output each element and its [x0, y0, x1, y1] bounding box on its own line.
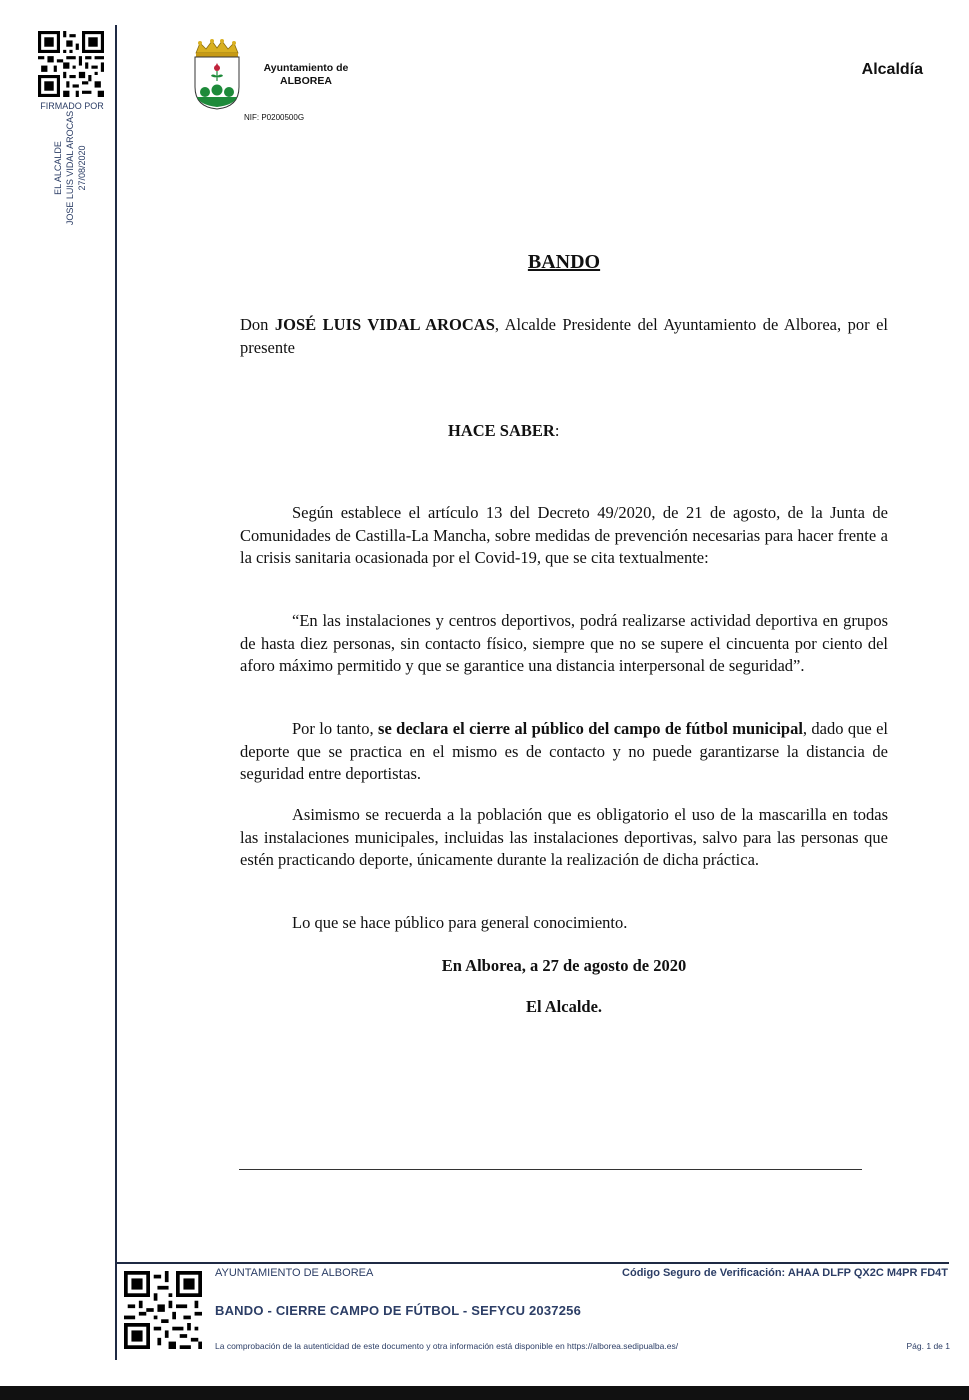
announce-colon: : — [554, 421, 560, 440]
signature-line — [239, 1169, 862, 1170]
paragraph-quote: “En las instalaciones y centros deportivos, podrá realizarse actividad deportiva en grupos de hasta diez personas, sin contacto físico, siempre que no se supere el cincuenta por ciento del aforo máximo permitido y que se garantice una distancia interpersonal de seguridad”. — [240, 611, 888, 675]
document-title: BANDO — [527, 251, 601, 273]
organization-name — [256, 62, 356, 88]
page-number: Pág. 1 de 1 — [906, 1341, 950, 1351]
signer-name: JOSE LUIS VIDAL AROCAS — [65, 110, 75, 226]
closure-bold: se declara el cierre al público del campo de fútbol municipal — [378, 719, 803, 738]
closure-prefix: Por lo tanto, — [292, 719, 379, 738]
organization-name-line2: ALBOREA — [280, 75, 332, 87]
paragraph-mask: Asimismo se recuerda a la población que es obligatorio el uso de la mascarilla en todas las instalaciones municipales, incluidas las instalaciones deportivas, salvo para las personas que estén practicando deporte, únicamente durante la realización de dicha práctica. — [240, 805, 888, 869]
authenticity-note: La comprobación de la autenticidad de este documento y otra información está disponible en https://alborea.sedipualba.es/ — [215, 1341, 679, 1351]
intro-paragraph — [240, 314, 888, 359]
qr-code-icon — [124, 1271, 202, 1349]
intro-prefix: Don — [240, 315, 275, 334]
footer-rule — [115, 1262, 949, 1264]
bottom-edge-bar — [0, 1386, 969, 1400]
nif-number: NIF: P0200500G — [244, 113, 305, 122]
signature-title: El Alcalde. — [525, 997, 603, 1016]
paragraph-closure — [240, 718, 888, 786]
intro-suffix: , Alcalde Presidente del Ayuntamiento de Alborea, por el presente — [240, 315, 889, 357]
closure-suffix: , dado que el deporte que se practica en el mismo es de contacto y no puede garantizarse la distancia de seguridad entre deportistas. — [240, 719, 889, 783]
announce-heading — [448, 421, 559, 441]
organization-name-line1: Ayuntamiento de — [263, 62, 349, 74]
mayor-name: JOSÉ LUIS VIDAL AROCAS — [274, 315, 495, 334]
left-margin-rule — [115, 25, 117, 1360]
paragraph-public-notice: Lo que se hace público para general conocimiento. — [292, 913, 628, 932]
announce-text: HACE SABER — [448, 421, 555, 440]
signed-date: 27/08/2020 — [77, 145, 87, 191]
verification-code: Código Seguro de Verificación: AHAA DLFP QX2C M4PR FD4T — [622, 1267, 948, 1279]
department-name: Alcaldía — [861, 61, 923, 78]
coat-of-arms-icon — [190, 39, 244, 111]
place-date: En Alborea, a 27 de agosto de 2020 — [441, 956, 687, 975]
footer-organization: AYUNTAMIENTO DE ALBOREA — [215, 1267, 374, 1279]
signer-role: EL ALCALDE — [53, 141, 63, 195]
signed-by-label: FIRMADO POR — [40, 101, 104, 111]
qr-code-icon — [38, 31, 104, 97]
paragraph-decree: Según establece el artículo 13 del Decreto 49/2020, de 21 de agosto, de la Junta de Comunidades de Castilla-La Mancha, sobre medidas de prevención necesarias para hacer frente a la crisis sanitaria ocasionada por el Covid-19, que se cita textualmente: — [240, 503, 888, 567]
footer-document-title: BANDO - CIERRE CAMPO DE FÚTBOL - SEFYCU 2037256 — [215, 1303, 581, 1318]
